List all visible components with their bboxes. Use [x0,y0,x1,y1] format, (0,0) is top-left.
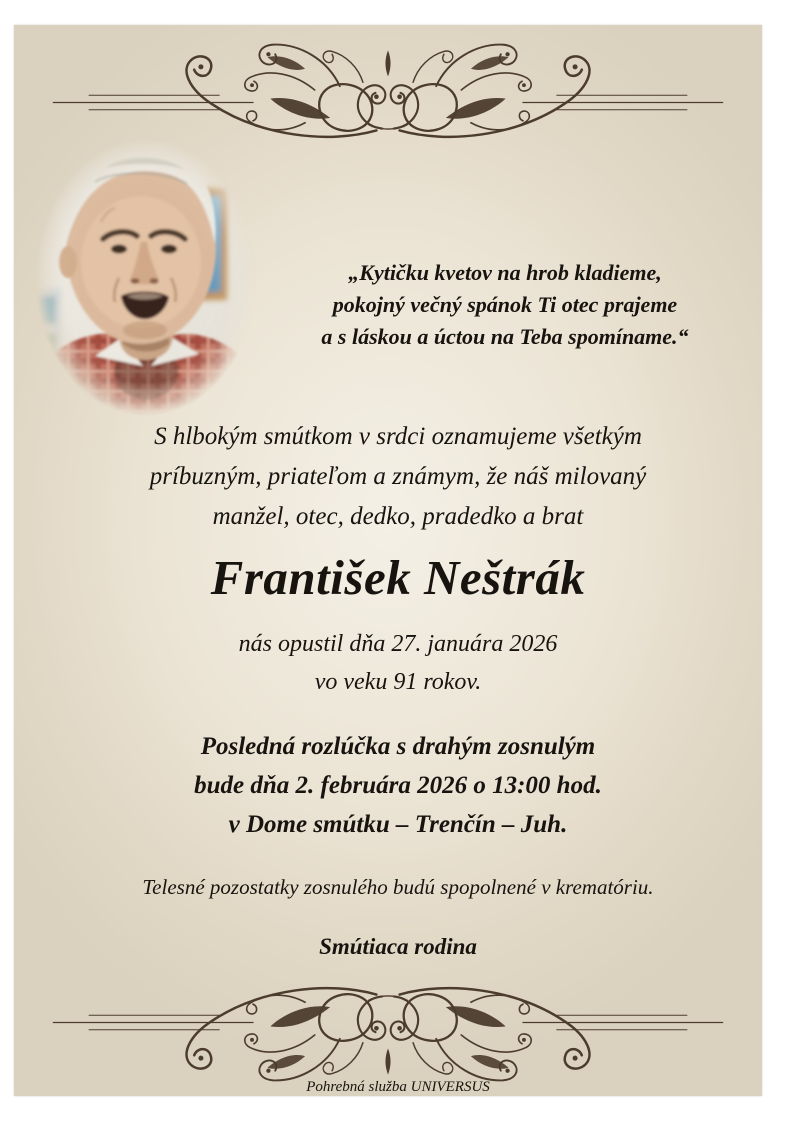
deceased-portrait-photo [35,138,257,416]
funeral-line-2: bude dňa 2. februára 2026 o 13:00 hod. [194,772,602,799]
funeral-service-footer: Pohrebná služba UNIVERSUS [306,1079,490,1095]
quote-line-2: pokojný večný spánok Ti otec prajeme [332,292,678,317]
death-details [34,625,762,701]
death-age-line: vo veku 91 rokov. [314,669,482,695]
quote-line-3: a s láskou a úctou na Teba spomíname.“ [321,324,689,349]
funeral-details [34,727,762,844]
announcement-line-2: príbuzným, priateľom a známym, že náš milovaný [149,463,647,490]
cremation-note: Telesné pozostatky zosnulého budú spopolnené v krematóriu. [142,875,654,899]
bottom-flourish-ornament [38,955,738,1090]
death-date-line: nás opustil dňa 27. januára 2026 [238,631,558,657]
announcement-text [34,417,762,537]
memorial-quote [265,257,745,353]
announcement-line-3: manžel, otec, dedko, pradedko a brat [212,503,584,530]
memorial-card [14,25,762,1096]
announcement-line-1: S hlbokým smútkom v srdci oznamujeme všetkým [154,423,642,450]
funeral-line-1: Posledná rozlúčka s drahým zosnulým [200,733,596,760]
grieving-family-closing: Smútiaca rodina [319,934,477,959]
funeral-line-3: v Dome smútku – Trenčín – Juh. [228,811,568,838]
deceased-name: František Neštrák [210,550,586,605]
quote-line-1: „Kytičku kvetov na hrob kladieme, [348,260,662,285]
